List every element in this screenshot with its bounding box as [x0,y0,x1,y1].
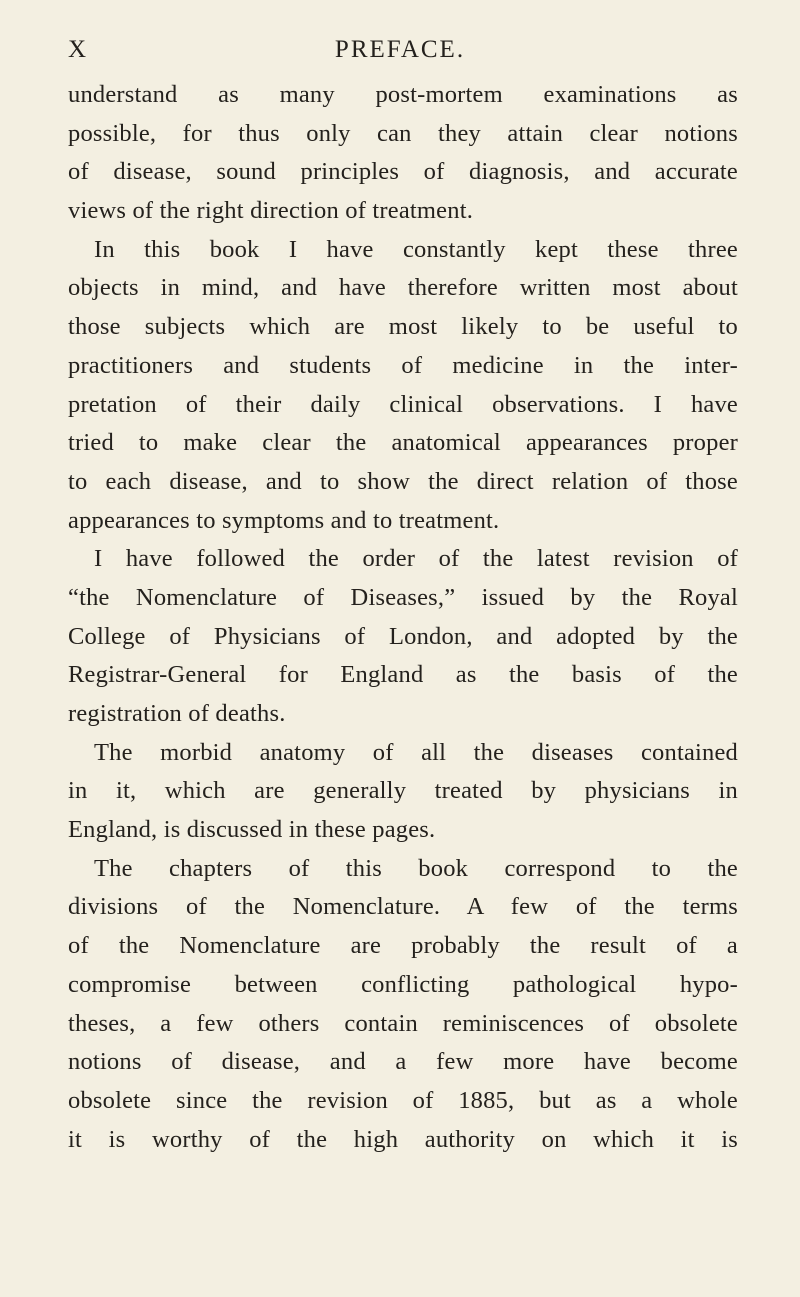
text-line: theses, a few others contain reminiscences of obsolete [68,1009,738,1037]
text-line: understand as many post-mortem examinations as [68,81,738,108]
text-line: “the Nomenclature of Diseases,” issued by the Royal [68,583,738,611]
text-line: pretation of their daily clinical observations. I have [68,390,738,418]
text-line: practitioners and students of medicine in the inter- [68,351,738,379]
text-line: notions of disease, and a few more have become [68,1048,738,1076]
text-line: views of the right direction of treatment. [68,197,474,225]
text-line: objects in mind, and have therefore written most about [68,274,738,302]
text-line: to each disease, and to show the direct relation of those [68,467,738,495]
text-line: Registrar-General for England as the basis of the [68,661,738,689]
text-line: those subjects which are most likely to be useful to [68,313,738,341]
text-line: In this book I have constantly kept these three [94,235,738,263]
text-line: appearances to symptoms and to treatment. [68,506,500,534]
text-line: registration of deaths. [68,700,286,727]
text-line: tried to make clear the anatomical appearances proper [68,429,738,457]
text-line: of the Nomenclature are probably the result of a [68,932,738,960]
text-line: obsolete since the revision of 1885, but as a whole [68,1086,738,1114]
text-line: compromise between conflicting pathological hypo- [68,970,738,998]
page-number: X [68,36,88,63]
text-line: I have followed the order of the latest revision of [94,545,738,573]
text-line: possible, for thus only can they attain clear notions [68,119,738,147]
text-line: of disease, sound principles of diagnosis, and accurate [68,158,738,186]
text-line: it is worthy of the high authority on which it is [68,1125,738,1153]
text-line: England, is discussed in these pages. [68,816,436,844]
text-line: The chapters of this book correspond to the [94,854,738,882]
text-line: divisions of the Nomenclature. A few of the terms [68,893,738,921]
text-line: College of Physicians of London, and adopted by the [68,622,738,650]
text-line: The morbid anatomy of all the diseases contained [94,738,738,766]
body-text [68,76,738,1159]
text-line: in it, which are generally treated by physicians in [68,777,738,805]
page-header [0,36,800,76]
running-head: PREFACE. [334,36,466,63]
